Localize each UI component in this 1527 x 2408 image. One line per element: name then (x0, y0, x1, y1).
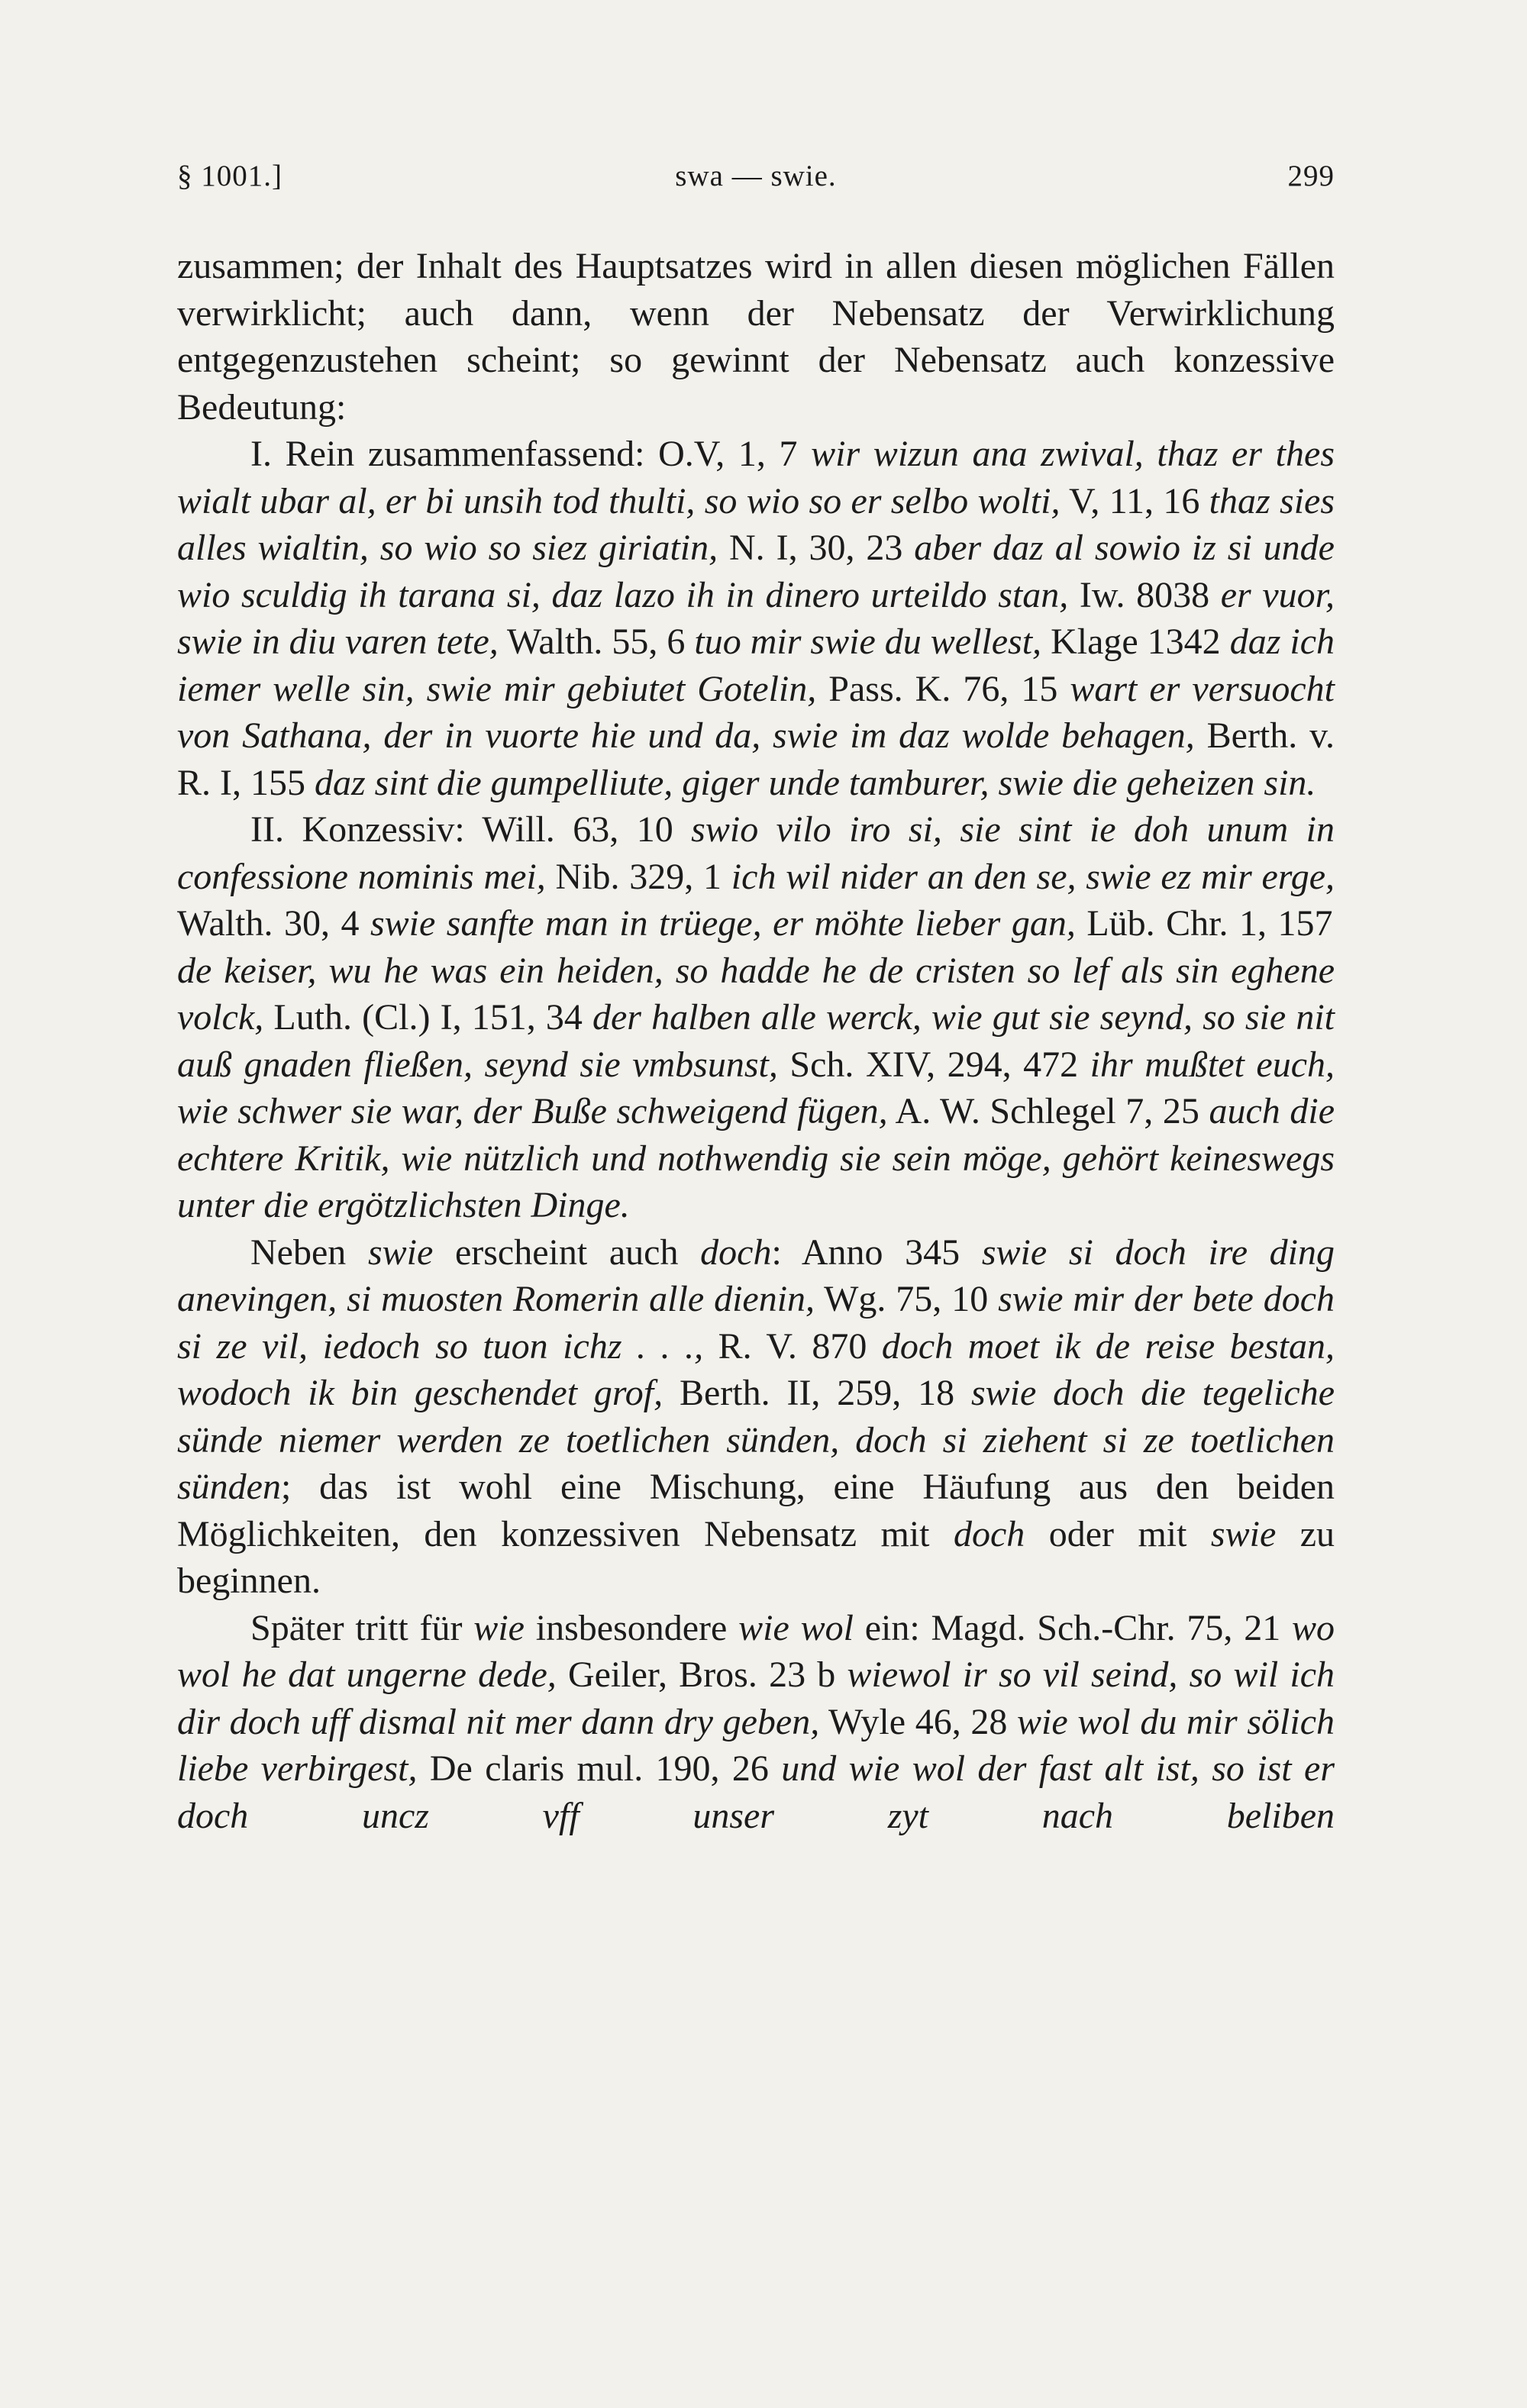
quotation-text: wie wol (738, 1607, 854, 1648)
quotation-text: ich wil nider an den se, swie ez mir erge, (731, 856, 1335, 897)
quotation-text: wo wol he dat ungerne dede, (177, 1607, 1335, 1695)
running-title: swa — swie. (675, 160, 837, 192)
body-run: Walth. 30, 4 (177, 903, 370, 944)
body-run: oder mit (1025, 1513, 1211, 1554)
section-reference: § 1001.] (177, 160, 282, 192)
body-run: Nib. 329, 1 (545, 856, 731, 897)
body-run: Sch. XIV, 294, 472 (777, 1044, 1090, 1085)
body-run: zu beginnen. (177, 1513, 1335, 1601)
body-run: II. Konzessiv: Will. 63, 10 (250, 809, 692, 850)
quotation-text: ihr mußtet euch, wie schwer sie war, der Buße schweigend fügen, (177, 1044, 1335, 1131)
body-text (177, 243, 1335, 1839)
quotation-text: der halben alle werck, wie gut sie seynd, so sie nit auß gnaden fließen, seynd sie vmbsunst, (177, 997, 1335, 1085)
quotation-text: wiewol ir so vil seind, so wil ich dir doch uff dismal nit mer dann dry geben, (177, 1654, 1335, 1742)
quotation-text: tuo mir swie du wellest, (694, 621, 1042, 662)
body-run: Walth. 55, 6 (498, 621, 695, 662)
quotation-text: swie (1210, 1513, 1277, 1554)
quotation-text: daz sint die gumpelliute, giger unde tamburer, swie die geheizen sin. (315, 762, 1316, 803)
paragraph (177, 431, 1335, 806)
paragraph (177, 1605, 1335, 1840)
page-number: 299 (1287, 160, 1335, 192)
quotation-text: auch die echtere Kritik, wie nützlich und nothwendig sie sein möge, gehört keineswegs unter die ergötzlichsten Dinge. (177, 1091, 1335, 1225)
quotation-text: doch (700, 1231, 772, 1273)
quotation-text: aber daz al sowio iz si unde wio sculdig ih tarana si, daz lazo ih in dinero urteildo stan, (177, 528, 1335, 615)
body-run: Pass. K. 76, 15 (816, 668, 1070, 709)
quotation-text: swie si doch ire ding anevingen, si muosten Romerin alle dienin, (177, 1231, 1335, 1319)
body-run: ein: Magd. Sch.-Chr. 75, 21 (853, 1607, 1293, 1648)
quotation-text: doch (953, 1513, 1025, 1554)
quotation-text: wie wol du mir sölich liebe verbirgest, (177, 1701, 1335, 1789)
quotation-text: und wie wol der fast alt ist, so ist er doch uncz vff unser zyt nach beliben (177, 1748, 1335, 1836)
quotation-text: de keiser, wu he was ein heiden, so hadde he de cristen so lef als sin eghene volck, (177, 950, 1335, 1038)
quotation-text: wir wizun ana zwival, thaz er thes wialt ubar al, er bi unsih tod thulti, so wio so er selbo wolti, (177, 434, 1335, 521)
body-run: Berth. II, 259, 18 (663, 1373, 971, 1413)
body-run: Später tritt für (250, 1607, 474, 1648)
body-run: Iw. 8038 (1068, 574, 1221, 615)
quotation-text: thaz sies alles wialtin, so wio so siez giriatin, (177, 480, 1335, 568)
quotation-text: wie (473, 1607, 525, 1648)
quotation-text: daz ich iemer welle sin, swie mir gebiutet Gotelin, (177, 621, 1335, 709)
body-run: Lüb. Chr. 1, 157 (1075, 903, 1333, 944)
body-run: Geiler, Bros. 23 b (556, 1654, 847, 1695)
body-run: Berth. v. R. I, 155 (177, 715, 1335, 803)
body-run: I. Rein zusammenfassend: O.V, 1, 7 (250, 434, 812, 474)
body-run: Klage 1342 (1041, 621, 1230, 662)
body-run: Wyle 46, 28 (819, 1701, 1018, 1742)
running-head (177, 159, 1335, 205)
body-run: insbesondere (524, 1607, 739, 1648)
quotation-text: doch moet ik de reise bestan, wodoch ik bin geschendet grof, (177, 1325, 1335, 1413)
body-run: R. V. 870 (703, 1325, 882, 1367)
paragraph (177, 243, 1335, 431)
body-run: Luth. (Cl.) I, 151, 34 (263, 997, 592, 1038)
paragraph (177, 806, 1335, 1229)
quotation-text: swie mir der bete doch si ze vil, iedoch so tuon ichz . . ., (177, 1279, 1335, 1367)
body-run: N. I, 30, 23 (718, 528, 915, 568)
quotation-text: swie sanfte man in trüege, er möhte lieber gan, (370, 903, 1076, 944)
body-run: zusammen; der Inhalt des Hauptsatzes wird in allen diesen möglichen Fällen verwirklicht; auch dann, wenn der Nebensatz der Verwirklichung entgegenzustehen scheint; so gewinnt der Nebensatz auch konzessive Bedeutung: (177, 246, 1335, 428)
paragraph (177, 1229, 1335, 1605)
body-run: A. W. Schlegel 7, 25 (887, 1091, 1209, 1131)
quotation-text: swie doch die tegeliche sünde niemer werden ze toetlichen sünden, doch si ziehent si ze toetlichen sünden (177, 1373, 1335, 1507)
quotation-text: swio vilo iro si, sie sint ie doh unum in confessione nominis mei, (177, 809, 1335, 897)
quotation-text: wart er versuocht von Sathana, der in vuorte hie und da, swie im daz wolde behagen, (177, 668, 1335, 756)
body-run: Neben (250, 1231, 368, 1273)
body-run: : Anno 345 (771, 1231, 982, 1273)
body-run: ; das ist wohl eine Mischung, eine Häufung aus den beiden Möglichkeiten, den konzessiven Nebensatz mit (177, 1467, 1335, 1554)
quotation-text: er vuor, swie in diu varen tete, (177, 574, 1335, 662)
body-run: V, 11, 16 (1060, 480, 1209, 521)
quotation-text: swie (367, 1231, 434, 1273)
body-run: erscheint auch (433, 1231, 701, 1273)
body-run: De claris mul. 190, 26 (417, 1748, 782, 1789)
body-run: Wg. 75, 10 (815, 1279, 999, 1319)
